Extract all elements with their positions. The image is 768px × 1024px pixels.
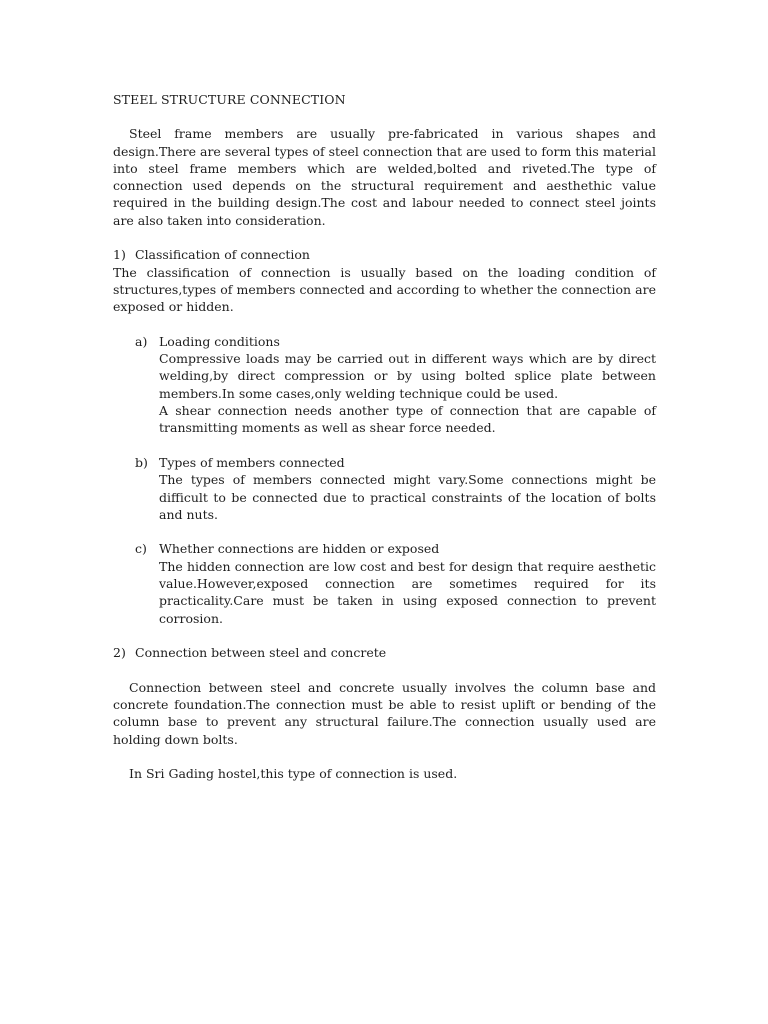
section-2-paragraph: In Sri Gading hostel,this type of connection is used.	[129, 766, 458, 782]
subsection-letter: c)	[135, 541, 147, 557]
section-number: 2)	[113, 645, 126, 661]
subsection-c-heading	[135, 540, 656, 557]
section-heading-text: Connection between steel and concrete	[135, 645, 387, 661]
subsection-heading-text: Loading conditions	[159, 333, 280, 349]
subsection-a-heading	[135, 333, 656, 350]
intro-paragraph: Steel frame members are usually pre-fabricated in various shapes and design.There are several types of steel connection that are used to form this material into steel frame members which are welded,bolted and riveted.The type of connection used depends on the structural requirement and aesthethic value required in the building design.The cost and labour needed to connect steel joints are also taken into consideration.	[113, 126, 656, 228]
subsection-paragraph: Compressive loads may be carried out in different ways which are by direct welding,by direct compression or by using bolted splice plate between members.In some cases,only welding technique could be used.	[159, 351, 656, 401]
section-heading-text: Classification of connection	[135, 247, 310, 263]
section-number: 1)	[113, 247, 126, 263]
subsection-letter: a)	[135, 333, 148, 349]
document-title: STEEL STRUCTURE CONNECTION	[113, 92, 346, 107]
section-1-heading	[113, 246, 656, 263]
subsection-heading-text: Types of members connected	[159, 454, 345, 470]
subsection-b-body	[159, 471, 656, 523]
subsection-heading-text: Whether connections are hidden or exposed	[159, 541, 440, 557]
subsection-a-body	[159, 350, 656, 436]
subsection-b-heading	[135, 454, 656, 471]
subsection-letter: b)	[135, 454, 148, 470]
section-1-body: The classification of connection is usually based on the loading condition of structures,types of members connected and according to whether the connection are exposed or hidden.	[113, 264, 656, 315]
subsection-paragraph: A shear connection needs another type of connection that are capable of transmitting moments as well as shear force needed.	[159, 403, 656, 436]
subsection-paragraph: The types of members connected might vary.Some connections might be difficult to be connected due to practical constraints of the location of bolts and nuts.	[159, 472, 656, 522]
subsection-paragraph: The hidden connection are low cost and best for design that require aesthetic value.However,exposed connection are sometimes required for its practicality.Care must be taken in using exposed connection to prevent corrosion.	[159, 558, 656, 626]
document-content	[113, 91, 656, 783]
section-2-paragraph: Connection between steel and concrete usually involves the column base and concrete foundation.The connection must be able to resist uplift or bending of the column base to prevent any structural failure.The connection usually used are holding down bolts.	[113, 679, 656, 747]
subsection-c-body	[159, 558, 656, 627]
section-2-heading	[113, 644, 656, 661]
